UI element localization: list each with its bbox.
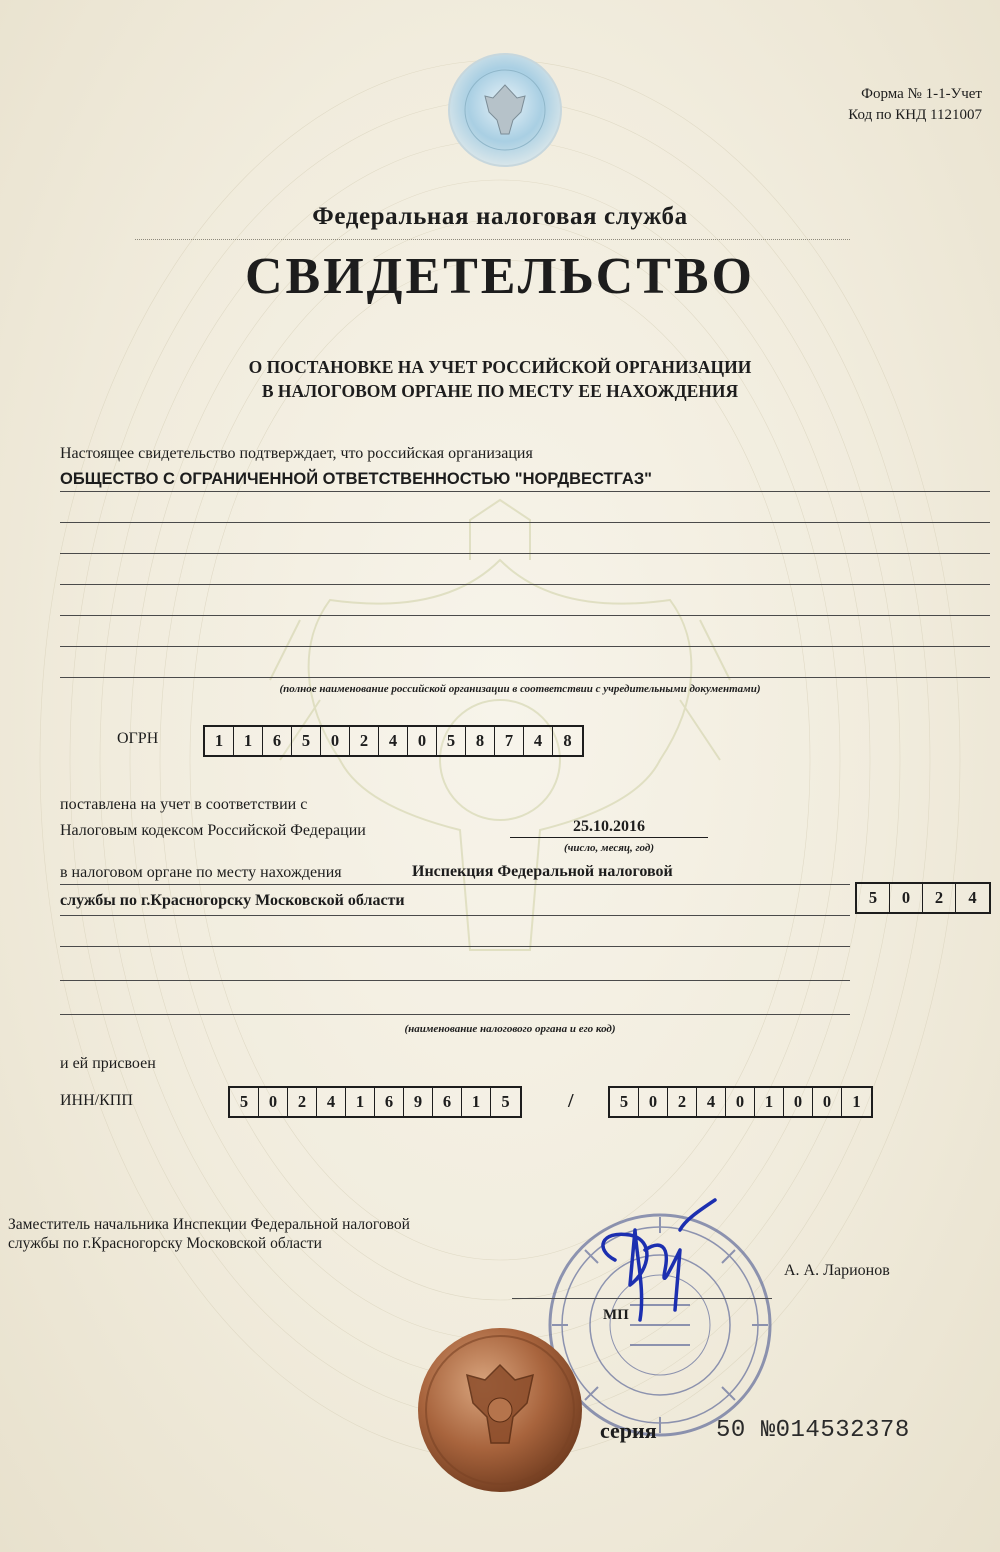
handwritten-signature [575,1190,745,1340]
signer-name: А. А. Ларионов [784,1262,890,1279]
date-caption: (число, месяц, год) [563,842,655,854]
document-title: СВИДЕТЕЛЬСТВО [244,248,756,305]
inn-digit: 5 [230,1088,259,1116]
knd-code: Код по КНД 1121007 [848,107,982,123]
embossed-eagle-seal [415,1325,585,1495]
kpp-digit: 0 [784,1088,813,1116]
stamp-place-label: МП [603,1307,629,1323]
inn-kpp-separator: / [568,1090,574,1112]
ogrn-digit: 1 [205,727,234,755]
form-code [790,84,982,126]
tax-rule-1 [60,884,850,885]
ogrn-digit: 7 [495,727,524,755]
series-number: 50 №014532378 [716,1417,910,1444]
inn-digit: 5 [501,1092,510,1111]
signer-title: Заместитель начальника Инспекции Федеральной налоговой службы по г.Красногорску Московской области [8,1216,410,1252]
ogrn-digit: 1 [234,727,263,755]
org-rule-2 [60,522,990,523]
code-digit: 5 [857,884,890,912]
hologram-seal [445,50,565,170]
assigned-text: и ей присвоен [60,1055,156,1072]
kpp-digit: 0 [639,1088,668,1116]
kpp-digit: 2 [668,1088,697,1116]
org-rule-4 [60,584,990,585]
ogrn-digit: 5 [437,727,466,755]
tax-rule-2 [60,915,850,916]
ogrn-digit: 5 [292,727,321,755]
code-digit: 2 [923,884,956,912]
kpp-digit: 4 [697,1088,726,1116]
tax-office-label: в налоговом органе по месту нахождения [60,864,342,881]
inn-digit-boxes [228,1086,522,1118]
tax-office-name-1: Инспекция Федеральной налоговой [412,863,673,880]
org-rule-7 [60,677,990,678]
registration-date: 25.10.2016 [510,818,708,838]
agency-underline [135,239,850,240]
kpp-digit-boxes [608,1086,873,1118]
tax-office-name-2: службы по г.Красногорску Московской области [60,892,405,909]
inn-digit: 2 [288,1088,317,1116]
org-name-caption: (полное наименование российской организации в соответствии с учредительными документами) [279,683,761,695]
document-subtitle [0,355,1000,403]
inn-digit: 9 [404,1088,433,1116]
intro-text: Настоящее свидетельство подтверждает, что российская организация [60,445,533,462]
org-rule-6 [60,646,990,647]
ogrn-digit: 4 [379,727,408,755]
organization-name: ОБЩЕСТВО С ОГРАНИЧЕННОЙ ОТВЕТСТВЕННОСТЬЮ "НОРДВЕСТГАЗ" [60,470,652,488]
kpp-digit: 0 [813,1088,842,1116]
kpp-digit: 0 [726,1088,755,1116]
ogrn-digit: 8 [563,731,572,750]
tax-rule-3 [60,946,850,947]
org-rule-1 [60,491,990,492]
subtitle-line-1: О ПОСТАНОВКЕ НА УЧЕТ РОССИЙСКОЙ ОРГАНИЗАЦИИ [248,357,752,377]
registration-text-1: поставлена на учет в соответствии с [60,796,308,813]
ogrn-digit: 6 [263,727,292,755]
tax-rule-4 [60,980,850,981]
inn-digit: 1 [462,1088,491,1116]
series-label: серия [600,1418,657,1443]
ogrn-digit-boxes [203,725,584,757]
agency-name: Федеральная налоговая служба [312,203,688,230]
code-digit: 0 [890,884,923,912]
org-rule-5 [60,615,990,616]
ogrn-digit: 4 [524,727,553,755]
kpp-digit: 1 [852,1092,861,1111]
registration-text-2: Налоговым кодексом Российской Федерации [60,822,366,839]
ogrn-digit: 2 [350,727,379,755]
code-digit: 4 [968,888,977,907]
inn-digit: 6 [433,1088,462,1116]
kpp-digit: 5 [610,1088,639,1116]
inn-kpp-label: ИНН/КПП [60,1092,133,1109]
tax-rule-5 [60,1014,850,1015]
subtitle-line-2: В НАЛОГОВОМ ОРГАНЕ ПО МЕСТУ ЕЕ НАХОЖДЕНИЯ [261,381,739,401]
inn-digit: 1 [346,1088,375,1116]
org-rule-3 [60,553,990,554]
inn-digit: 4 [317,1088,346,1116]
kpp-digit: 1 [755,1088,784,1116]
tax-office-caption: (наименование налогового органа и его код) [404,1023,616,1035]
tax-office-code-boxes [855,882,991,914]
ogrn-digit: 0 [321,727,350,755]
ogrn-digit: 0 [408,727,437,755]
ogrn-label: ОГРН [117,730,159,747]
inn-digit: 6 [375,1088,404,1116]
form-number: Форма № 1-1-Учет [861,86,982,102]
ogrn-digit: 8 [466,727,495,755]
inn-digit: 0 [259,1088,288,1116]
